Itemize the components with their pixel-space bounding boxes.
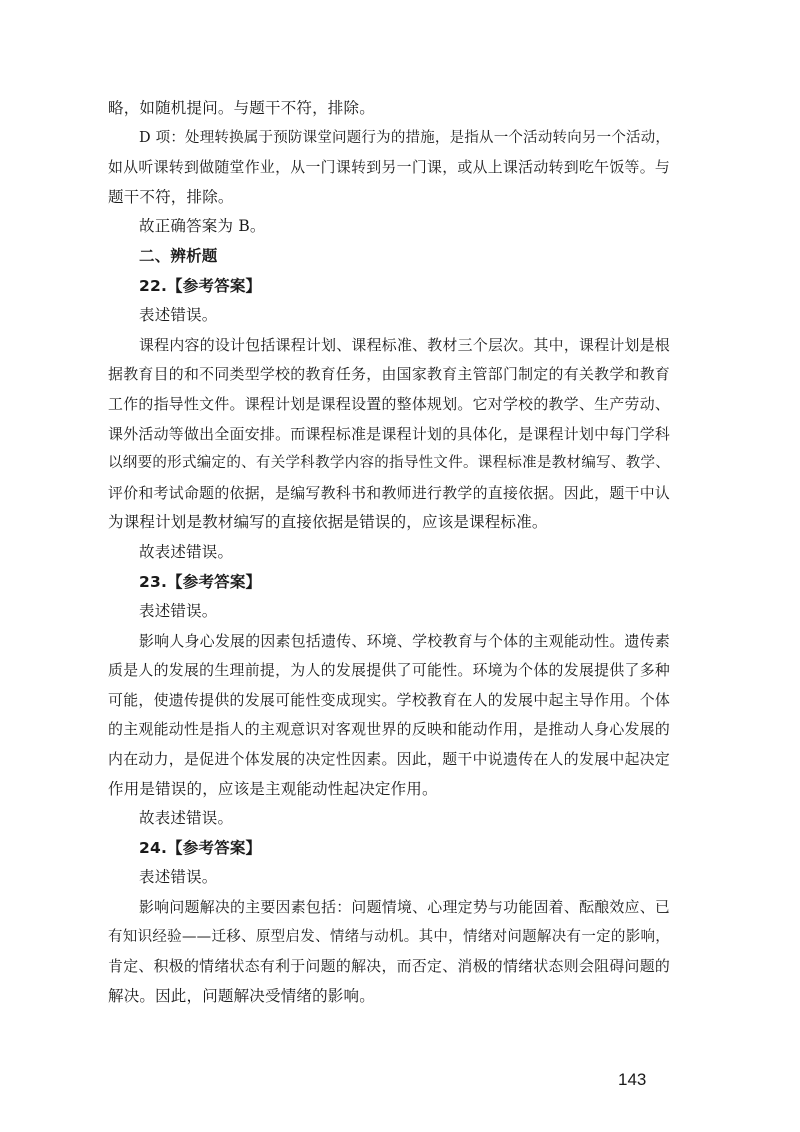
- paragraph: [108, 863, 670, 893]
- text-line: 表述错误。: [139, 306, 218, 325]
- text-line: 略，如随机提问。与题干不符，排除。: [108, 99, 375, 117]
- paragraph: [108, 301, 670, 331]
- question-label: [108, 834, 670, 864]
- page-body: [108, 94, 670, 1011]
- text-line: 评价和考试命题的依据，是编写教科书和教师进行教学的直接依据。因此，题干中认: [108, 483, 670, 502]
- text-line: 为课程计划是教材编写的直接依据是错误的，应该是课程标准。: [108, 513, 548, 532]
- paragraph: [108, 212, 670, 242]
- text-line: 22.【参考答案】: [139, 276, 262, 295]
- paragraph: [108, 94, 670, 124]
- text-line: 解决。因此，问题解决受情绪的影响。: [108, 986, 375, 1005]
- text-line: 肯定、积极的情绪状态有利于问题的解决，而否定、消极的情绪状态则会阻碍问题的: [108, 957, 670, 976]
- text-line: D 项：处理转换属于预防课堂问题行为的措施，是指从一个活动转向另一个活动，: [139, 129, 671, 146]
- text-line: 23.【参考答案】: [139, 572, 262, 591]
- text-line: 内在动力，是促进个体发展的决定性因素。因此，题干中说遗传在人的发展中起决定: [108, 750, 670, 769]
- question-label: [108, 568, 670, 598]
- text-line: 二、辨析题: [139, 246, 218, 265]
- paragraph: [108, 597, 670, 627]
- text-line: 表述错误。: [139, 602, 218, 621]
- question-label: [108, 272, 670, 302]
- text-line: 课外活动等做出全面安排。而课程标准是课程计划的具体化，是课程计划中每门学科: [108, 424, 670, 443]
- paragraph: [108, 538, 670, 568]
- text-line: 如从听课转到做随堂作业，从一门课转到另一门课，或从上课活动转到吃午饭等。与: [108, 158, 670, 177]
- paragraph: [108, 627, 670, 805]
- text-line: 表述错误。: [139, 868, 218, 887]
- text-line: 故表述错误。: [139, 809, 234, 828]
- text-line: 影响人身心发展的因素包括遗传、环境、学校教育与个体的主观能动性。遗传素: [139, 631, 670, 650]
- section-heading: [108, 242, 670, 272]
- text-line: 影响问题解决的主要因素包括：问题情境、心理定势与功能固着、酝酿效应、已: [139, 898, 670, 917]
- text-line: 24.【参考答案】: [139, 838, 262, 857]
- text-line: 据教育目的和不同类型学校的教育任务，由国家教育主管部门制定的有关教学和教育: [108, 365, 670, 384]
- text-line: 质是人的发展的生理前提，为人的发展提供了可能性。环境为个体的发展提供了多种: [108, 661, 670, 680]
- text-line: 故正确答案为 B。: [139, 217, 266, 236]
- paragraph: [108, 804, 670, 834]
- text-line: 的主观能动性是指人的主观意识对客观世界的反映和能动作用，是推动人身心发展的: [108, 720, 670, 739]
- text-line: 作用是错误的，应该是主观能动性起决定作用。: [108, 779, 438, 798]
- text-line: 题干不符，排除。: [108, 187, 234, 206]
- text-line: 故表述错误。: [139, 542, 234, 561]
- paragraph: [108, 893, 670, 1011]
- text-line: 课程内容的设计包括课程计划、课程标准、教材三个层次。其中，课程计划是根: [139, 335, 670, 354]
- text-line: 有知识经验——迁移、原型启发、情绪与动机。其中，情绪对问题解决有一定的影响，: [108, 928, 670, 945]
- text-line: 可能，使遗传提供的发展可能性变成现实。学校教育在人的发展中起主导作用。个体: [108, 690, 670, 709]
- page-number: 143: [618, 1070, 647, 1089]
- paragraph: [108, 331, 670, 538]
- text-line: 以纲要的形式编定的、有关学科教学内容的指导性文件。课程标准是教材编写、教学、: [108, 455, 670, 472]
- paragraph: [108, 124, 670, 213]
- text-line: 工作的指导性文件。课程计划是课程设置的整体规划。它对学校的教学、生产劳动、: [108, 394, 670, 413]
